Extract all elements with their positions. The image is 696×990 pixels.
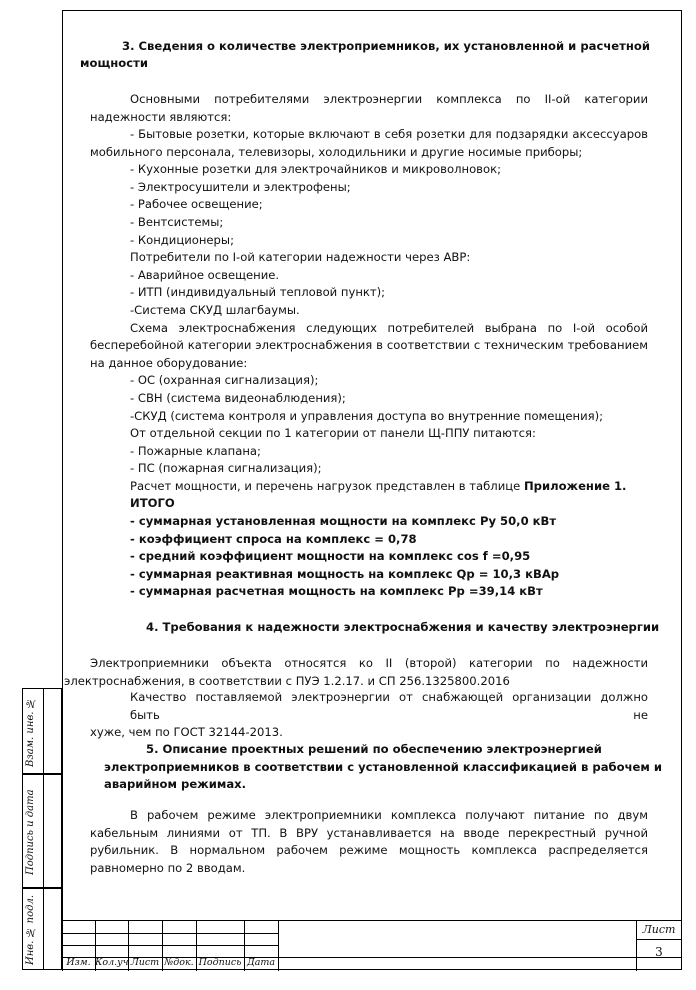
section5-heading: 5. Описание проектных решений по обеспечению электроэнергией электроприемников в соответствии с установленной классификацией в рабочем и аварийном режимах. <box>104 742 663 792</box>
total-item: - коэффициент спроса на комплекс = 0,78 <box>130 531 417 546</box>
section3-heading-cont: мощности <box>80 56 148 70</box>
vzam-label: Взам. инв. № <box>25 697 36 767</box>
total-item: - суммарная установленная мощности на комплекс Ру 50,0 кВт <box>130 514 557 529</box>
total-item: - суммарная расчетная мощность на комплекс Рр =39,14 кВт <box>130 584 543 599</box>
list-item: - Рабочее освещение; <box>130 197 263 212</box>
panel-intro: От отдельной секции по 1 категории от панели Щ-ППУ питаются: <box>130 426 536 441</box>
list-item: - Электросушители и электрофены; <box>130 179 351 194</box>
list-item: - Пожарные клапана; <box>130 443 261 458</box>
cat1-intro: Потребители по I-ой категории надежности через АВР: <box>130 250 471 265</box>
total-item: - средний коэффициент мощности на комплекс cos f =0,95 <box>130 549 531 564</box>
list-item: - СВН (система видеонаблюдения); <box>130 390 346 405</box>
caption-kol-uch: Кол.уч <box>95 957 129 968</box>
appendix-ref: Приложение 1. <box>523 478 627 493</box>
list-item: - Вентсистемы; <box>130 214 224 229</box>
title-block <box>62 920 682 970</box>
calc-line: Расчет мощности, и перечень нагрузок представлен в таблице Приложение 1. <box>130 478 627 493</box>
caption-list: Лист <box>130 957 160 968</box>
caption-data: Дата <box>246 957 276 968</box>
total-label: ИТОГО <box>130 496 175 511</box>
section5-para: В рабочем режиме электроприемники комплекса получают питание по двум кабельным линиями от ТП. В ВРУ устанавливается на вводе перекрестный ручной рубильник. В нормальном рабочем режиме мощность комплекса распределяется равномерно по 2 вводам. <box>90 808 648 875</box>
sheet-label: Лист <box>642 923 676 936</box>
caption-izm: Изм. <box>66 957 91 968</box>
margin-strip-vzam <box>22 688 62 774</box>
section3-intro: Основными потребителями электроэнергии комплекса по II-ой категории надежности являются: <box>90 92 648 124</box>
list-item: - Кухонные розетки для электрочайников и микроволновок; <box>130 162 501 177</box>
list-item: - ИТП (индивидуальный тепловой пункт); <box>130 285 386 300</box>
section4-para2: Качество поставляемой электроэнергии от снабжающей организации должно быть не хуже, чем по ГОСТ 32144-2013. <box>90 690 648 740</box>
sheet-number: 3 <box>655 945 663 959</box>
special-intro: Схема электроснабжения следующих потребителей выбрана по I-ой особой бесперебойной категории электроснабжения в соответствии с техническим требованием на данное оборудование: <box>90 320 648 370</box>
inv-label: Инв. № подл. <box>25 895 36 966</box>
list-item: - Кондиционеры; <box>130 232 234 247</box>
list-item: - Аварийное освещение. <box>130 267 280 282</box>
list-item: - Бытовые розетки, которые включают в себя розетки для подзарядки аксессуаров мобильного персонала, телевизоры, холодильники и другие носимые приборы; <box>90 127 648 159</box>
caption-podpis: Подпись <box>198 957 242 968</box>
cat2-list <box>90 126 648 601</box>
caption-ndok: №док. <box>164 957 194 968</box>
list-item: -Система СКУД шлагбаумы. <box>130 302 300 317</box>
section4-para1: Электроприемники объекта относятся ко II (второй) категории по надежности электроснабжения, в соответствии с ПУЭ 1.2.17. и СП 256.1325800.2016 <box>64 656 648 688</box>
list-item: -СКУД (система контроля и управления доступа во внутренние помещения); <box>130 408 604 423</box>
list-item: - ОС (охранная сигнализация); <box>130 373 319 388</box>
margin-strip-podpis <box>22 774 62 888</box>
section3-heading: 3. Сведения о количестве электроприемников, их установленной и расчетной <box>122 39 650 53</box>
list-item: - ПС (пожарная сигнализация); <box>130 461 322 476</box>
section4-heading: 4. Требования к надежности электроснабжения и качеству электроэнергии <box>146 620 660 634</box>
podpis-label: Подпись и дата <box>25 789 36 875</box>
total-item: - суммарная реактивная мощность на комплекс Qр = 10,3 кВАр <box>130 566 560 581</box>
margin-strip-inv <box>22 888 62 970</box>
